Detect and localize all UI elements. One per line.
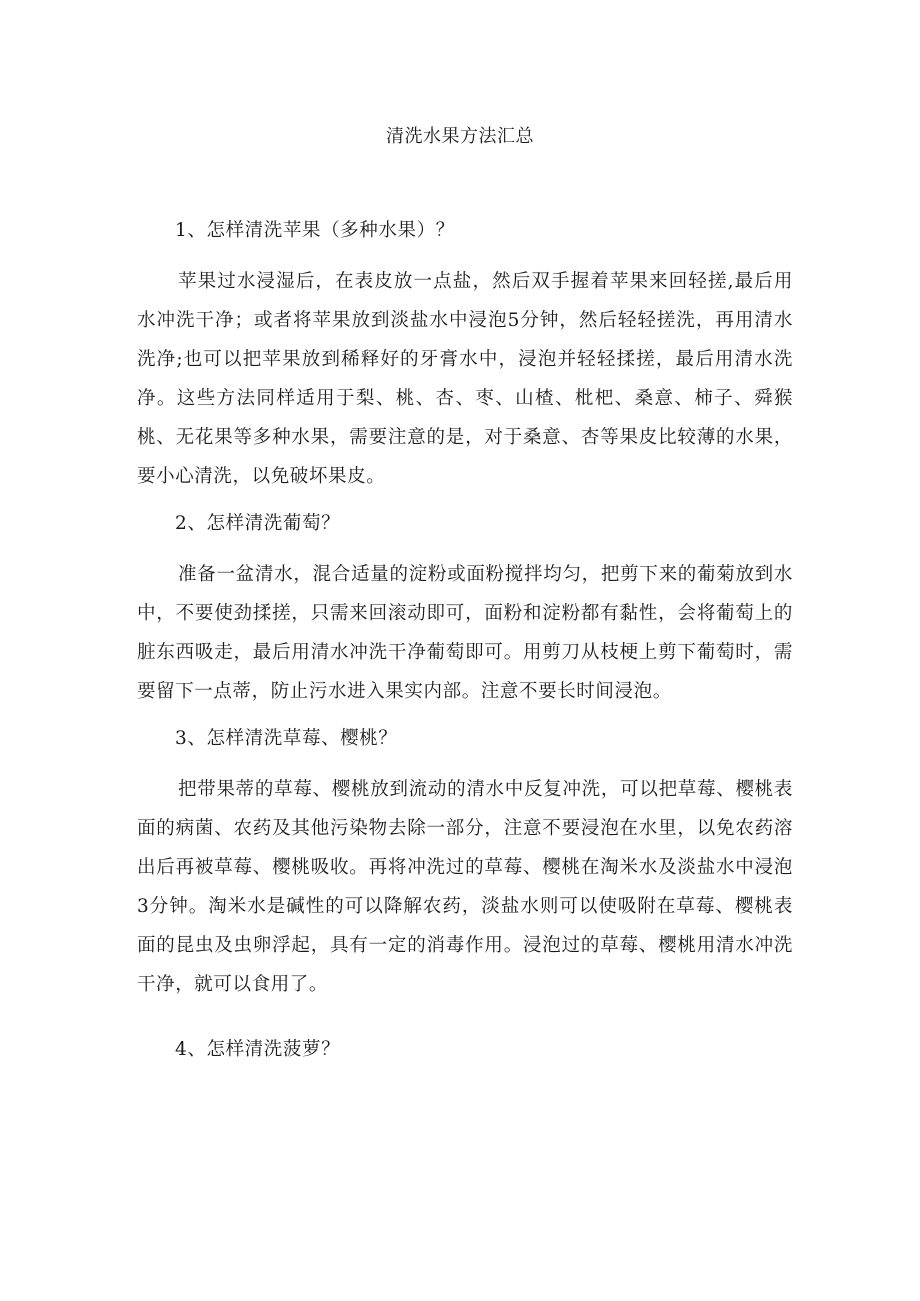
section-heading-grape: 2、怎样清洗葡萄？ — [175, 513, 341, 534]
section-heading-apple: 1、怎样清洗苹果（多种水果）？ — [175, 220, 455, 241]
document-title: 清洗水果方法汇总 — [386, 126, 534, 147]
section-body-strawberry-cherry: 把带果蒂的草莓、樱桃放到流动的清水中反复冲洗，可以把草莓、樱桃表面的病菌、农药及其他污染物去除一部分，注意不要浸泡在水里，以免农药溶出后再被草莓、樱桃吸收。再将冲洗过的草莓、樱桃在淘米水及淡盐水中浸泡3分钟。淘米水是碱性的可以降解农药，淡盐水则可以使吸附在草莓、樱桃表面的昆虫及虫卵浮起，具有一定的消毒作用。浸泡过的草莓、樱桃用清水冲洗干净，就可以食用了。 — [137, 779, 793, 995]
section-heading-pineapple: 4、怎样清洗菠萝？ — [175, 1039, 341, 1060]
section-heading-strawberry-cherry: 3、怎样清洗草莓、樱桃？ — [175, 728, 398, 749]
document-body — [137, 213, 793, 1081]
section-body-apple: 苹果过水浸湿后，在表皮放一点盐，然后双手握着苹果来回轻搓,最后用水冲洗干净；或者将苹果放到淡盐水中浸泡5分钟，然后轻轻搓洗，再用清水洗净;也可以把苹果放到稀释好的牙膏水中，浸泡并轻轻揉搓，最后用清水洗净。这些方法同样适用于梨、桃、杏、枣、山楂、枇杷、桑意、柿子、舜猴桃、无花果等多种水果，需要注意的是，对于桑意、杏等果皮比较薄的水果，要小心清洗，以免破坏果皮。 — [137, 271, 793, 487]
section-body-grape: 准备一盆清水，混合适量的淀粉或面粉搅拌均匀，把剪下来的葡菊放到水中，不要使劲揉搓，只需来回滚动即可，面粉和淀粉都有黏性，会将葡萄上的脏东西吸走，最后用清水冲洗干净葡萄即可。用剪刀从枝梗上剪下葡萄时，需要留下一点蒂，防止污水进入果实内部。注意不要长时间浸泡。 — [137, 564, 793, 702]
